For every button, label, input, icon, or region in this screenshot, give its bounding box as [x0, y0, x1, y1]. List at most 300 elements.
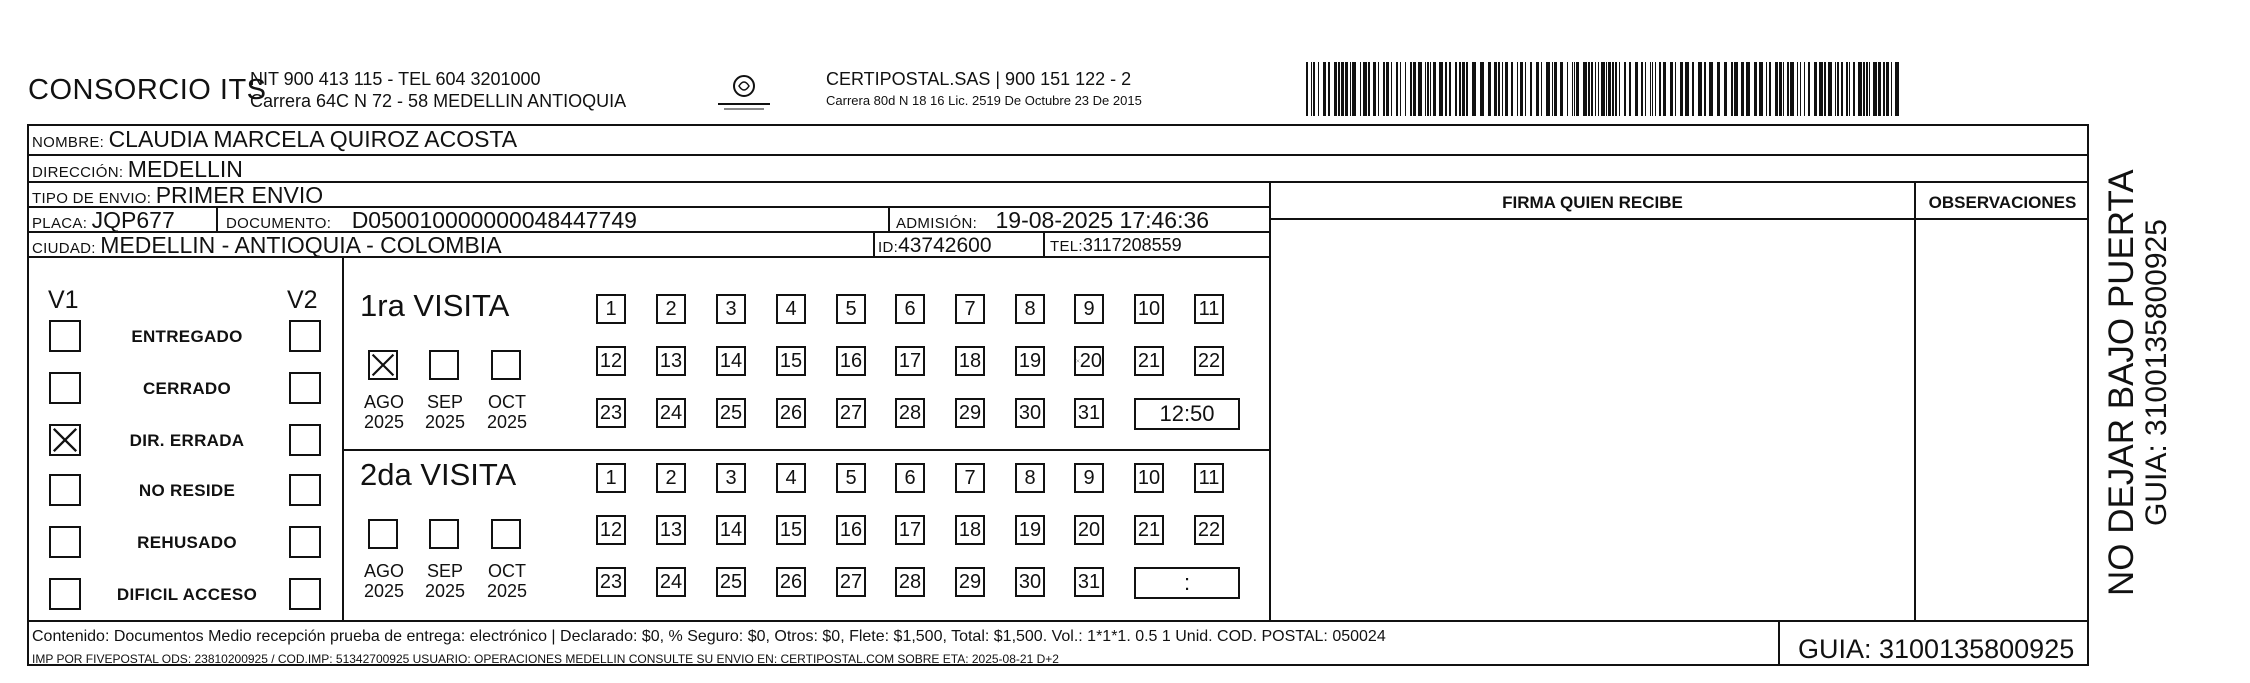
- barcode-bar: [1400, 62, 1401, 116]
- day-number: 1: [605, 466, 617, 489]
- check-x-icon: [51, 426, 79, 454]
- day-number: 4: [785, 466, 797, 489]
- tel-label: TEL:: [1050, 238, 1083, 255]
- barcode-bar: [1583, 62, 1587, 116]
- day-number: 17: [898, 518, 922, 541]
- day-number: 7: [964, 297, 976, 320]
- status-option-label: CERRADO: [142, 379, 232, 398]
- v1-checkbox[interactable]: [49, 320, 81, 352]
- month-label: [356, 392, 412, 432]
- barcode-bar: [1650, 62, 1651, 116]
- barcode-bar: [1567, 62, 1568, 116]
- day-box[interactable]: [716, 463, 746, 493]
- day-box[interactable]: [596, 463, 626, 493]
- day-number: 12: [599, 349, 623, 372]
- day-box[interactable]: [1015, 346, 1045, 376]
- barcode-bar: [1841, 62, 1843, 116]
- day-box[interactable]: [596, 515, 626, 545]
- day-box[interactable]: [776, 463, 806, 493]
- day-box[interactable]: [1074, 398, 1104, 428]
- direccion-label: DIRECCIÓN:: [32, 164, 124, 181]
- day-box[interactable]: [716, 567, 746, 597]
- day-number: 9: [1083, 466, 1095, 489]
- barcode-bar: [1863, 62, 1865, 116]
- day-number: 18: [958, 518, 982, 541]
- day-box[interactable]: [1194, 294, 1224, 324]
- certipostal-info: [826, 68, 1142, 112]
- side-guia: GUIA: 3100135800925: [2140, 219, 2173, 526]
- day-box[interactable]: [1074, 515, 1104, 545]
- day-box[interactable]: [656, 515, 686, 545]
- barcode-bar: [1837, 62, 1839, 116]
- day-number: 19: [1018, 349, 1042, 372]
- day-box[interactable]: [1074, 294, 1104, 324]
- barcode-bar: [1373, 62, 1376, 116]
- day-box[interactable]: [836, 463, 866, 493]
- id-value: 43742600: [898, 234, 992, 257]
- day-number: 15: [779, 518, 803, 541]
- day-number: 2: [665, 466, 677, 489]
- barcode-bar: [1396, 62, 1398, 116]
- barcode-bar: [1598, 62, 1599, 116]
- day-number: 24: [659, 401, 683, 424]
- barcode-bar: [1572, 62, 1573, 116]
- status-option-label: DIFICIL ACCESO: [116, 585, 258, 604]
- day-box[interactable]: [776, 294, 806, 324]
- day-number: 5: [845, 466, 857, 489]
- day-box[interactable]: [1074, 463, 1104, 493]
- barcode-bar: [1449, 62, 1451, 116]
- month-label: [417, 392, 473, 432]
- barcode-bar: [1430, 62, 1431, 116]
- barcode-bar: [1853, 62, 1855, 116]
- day-box[interactable]: [836, 294, 866, 324]
- month-year: 2025: [363, 581, 405, 601]
- barcode-bar: [1433, 62, 1436, 116]
- barcode-bar: [1462, 62, 1465, 116]
- day-box[interactable]: [955, 567, 985, 597]
- ciudad-value: MEDELLIN - ANTIOQUIA - COLOMBIA: [100, 232, 502, 258]
- admision-value: 19-08-2025 17:46:36: [995, 207, 1210, 233]
- day-box[interactable]: [656, 294, 686, 324]
- day-box[interactable]: [895, 463, 925, 493]
- month-label: [479, 392, 535, 432]
- barcode-bar: [1800, 62, 1801, 116]
- v2-label: V2: [287, 286, 318, 314]
- month-label: [417, 561, 473, 601]
- day-number: 20: [1077, 518, 1101, 541]
- barcode-bar: [1858, 62, 1862, 116]
- v1-checkbox[interactable]: [49, 578, 81, 610]
- tipo-envio-label: TIPO DE ENVIO:: [32, 190, 152, 207]
- day-number: 30: [1018, 570, 1042, 593]
- month-label: [356, 561, 412, 601]
- day-box[interactable]: [1015, 398, 1045, 428]
- day-number: 22: [1197, 349, 1221, 372]
- v1-checkbox[interactable]: [49, 372, 81, 404]
- day-number: 29: [958, 570, 982, 593]
- day-box[interactable]: [836, 346, 866, 376]
- tel-value: 3117208559: [1082, 235, 1182, 255]
- barcode-bar: [1383, 62, 1385, 116]
- month-name: AGO: [363, 392, 404, 412]
- observaciones-header: OBSERVACIONES: [1928, 193, 2077, 212]
- barcode-bar: [1413, 62, 1416, 116]
- day-box[interactable]: [1134, 294, 1164, 324]
- month-checkbox[interactable]: [368, 350, 398, 380]
- barcode-bar: [1731, 62, 1733, 116]
- day-number: 16: [839, 518, 863, 541]
- barcode-bar: [1536, 62, 1539, 116]
- barcode-bar: [1546, 62, 1550, 116]
- barcode-bar: [1574, 62, 1575, 116]
- day-box[interactable]: [1015, 463, 1045, 493]
- month-year: 2025: [363, 412, 405, 432]
- barcode-bar: [1835, 62, 1836, 116]
- day-number: 26: [779, 401, 803, 424]
- barcode-bar: [1511, 62, 1513, 116]
- day-box[interactable]: [656, 398, 686, 428]
- day-box[interactable]: [656, 567, 686, 597]
- v2-checkbox[interactable]: [289, 320, 321, 352]
- column-divider: [216, 206, 218, 231]
- day-box[interactable]: [776, 567, 806, 597]
- company-address-line: Carrera 64C N 72 - 58 MEDELLIN ANTIOQUIA: [250, 91, 627, 111]
- day-box[interactable]: [1194, 515, 1224, 545]
- barcode-bar: [1828, 62, 1832, 116]
- day-box[interactable]: [895, 515, 925, 545]
- barcode-bar: [1391, 62, 1392, 116]
- visit-time-box[interactable]: 12:50: [1134, 398, 1240, 430]
- barcode-bar: [1418, 62, 1422, 116]
- day-number: 25: [719, 570, 743, 593]
- barcode-bar: [1405, 62, 1406, 116]
- column-divider: [1043, 231, 1045, 256]
- tel-cell: [1050, 235, 1182, 256]
- barcode-bar: [1541, 62, 1542, 116]
- barcode-bar: [1554, 62, 1557, 116]
- barcode-bar: [1819, 62, 1823, 116]
- v1-label: V1: [48, 286, 79, 314]
- day-number: 21: [1137, 518, 1161, 541]
- day-number: 29: [958, 401, 982, 424]
- day-box[interactable]: [1134, 463, 1164, 493]
- barcode-bar: [1306, 62, 1308, 116]
- barcode-bar: [1895, 62, 1899, 116]
- day-box[interactable]: [955, 294, 985, 324]
- placa-label: PLACA:: [32, 215, 88, 232]
- v2-checkbox[interactable]: [289, 578, 321, 610]
- v2-checkbox[interactable]: [289, 424, 321, 456]
- day-box[interactable]: [836, 398, 866, 428]
- barcode-bar: [1759, 62, 1763, 116]
- barcode-bar: [1746, 62, 1750, 116]
- day-box[interactable]: [955, 398, 985, 428]
- barcode-bar: [1645, 62, 1646, 116]
- barcode-bar: [1846, 62, 1848, 116]
- day-number: 3: [725, 466, 737, 489]
- barcode-bar: [1766, 62, 1767, 116]
- day-box[interactable]: [716, 515, 746, 545]
- side-warning: NO DEJAR BAJO PUERTA: [2102, 169, 2141, 596]
- barcode-bar: [1886, 62, 1889, 116]
- day-box[interactable]: [656, 463, 686, 493]
- v2-checkbox[interactable]: [289, 372, 321, 404]
- barcode-bar: [1641, 62, 1643, 116]
- day-number: 8: [1024, 466, 1036, 489]
- visit-title: 1ra VISITA: [360, 288, 510, 323]
- barcode-bar: [1779, 62, 1782, 116]
- barcode-bar: [1601, 62, 1605, 116]
- nombre-row: [32, 126, 517, 153]
- barcode-bar: [1675, 62, 1676, 116]
- day-number: 7: [964, 466, 976, 489]
- barcode-bar: [1883, 62, 1885, 116]
- placa-cell: [32, 207, 175, 234]
- month-label: [479, 561, 535, 601]
- column-divider: [1269, 181, 1271, 620]
- row-divider: [1269, 218, 2089, 220]
- documento-label: DOCUMENTO:: [226, 215, 332, 232]
- barcode-bar: [1849, 62, 1850, 116]
- barcode-bar: [1619, 62, 1620, 116]
- day-box[interactable]: [716, 346, 746, 376]
- barcode-bar: [1520, 62, 1523, 116]
- day-number: 14: [719, 349, 743, 372]
- day-number: 27: [839, 401, 863, 424]
- barcode-bar: [1480, 62, 1484, 116]
- tipo-envio-value: PRIMER ENVIO: [155, 182, 324, 208]
- direccion-row: [32, 156, 243, 183]
- month-name: OCT: [488, 561, 526, 581]
- barcode-bar: [1724, 62, 1727, 116]
- day-box[interactable]: [895, 567, 925, 597]
- ciudad-label: CIUDAD:: [32, 240, 96, 257]
- barcode-bar: [1635, 62, 1638, 116]
- month-checkbox[interactable]: [429, 519, 459, 549]
- month-name: SEP: [426, 392, 464, 412]
- barcode-bar: [1698, 62, 1702, 116]
- barcode-bar: [1866, 62, 1868, 116]
- day-box[interactable]: [836, 515, 866, 545]
- footer-content-line: Contenido: Documentos Medio recepción prueba de entrega: electrónico | Declarado: $0, % Seguro: $0, Otros: $0, Flete: $1,500, Total: $1,500. Vol.: 1*1*1. 0.5 1 Unid. COD. POSTAL: 050024: [32, 628, 1386, 645]
- nombre-value: CLAUDIA MARCELA QUIROZ ACOSTA: [108, 126, 518, 152]
- column-divider: [888, 206, 890, 231]
- day-box[interactable]: [776, 346, 806, 376]
- barcode-bar: [1824, 62, 1826, 116]
- day-number: 18: [958, 349, 982, 372]
- day-box[interactable]: [895, 346, 925, 376]
- barcode-bar: [1472, 62, 1476, 116]
- barcode-bar: [1338, 62, 1340, 116]
- barcode-bar: [1685, 62, 1689, 116]
- day-box[interactable]: [596, 346, 626, 376]
- day-box[interactable]: [836, 567, 866, 597]
- day-box[interactable]: [716, 398, 746, 428]
- day-box[interactable]: [776, 515, 806, 545]
- day-number: 3: [725, 297, 737, 320]
- day-number: 5: [845, 297, 857, 320]
- day-number: 10: [1137, 297, 1161, 320]
- barcode-bar: [1455, 62, 1457, 116]
- barcode-bar: [1891, 62, 1892, 116]
- day-number: 8: [1024, 297, 1036, 320]
- barcode-bar: [1612, 62, 1614, 116]
- day-box[interactable]: [596, 398, 626, 428]
- barcode-bar: [1525, 62, 1526, 116]
- day-number: 12: [599, 518, 623, 541]
- company-name: CONSORCIO ITS: [28, 74, 267, 106]
- day-box[interactable]: [656, 346, 686, 376]
- barcode-bar: [1704, 62, 1706, 116]
- day-number: 15: [779, 349, 803, 372]
- barcode-bar: [1797, 62, 1798, 116]
- check-x-icon: [370, 352, 396, 378]
- day-box[interactable]: [1134, 515, 1164, 545]
- month-checkbox[interactable]: [491, 519, 521, 549]
- barcode-bar: [1595, 62, 1596, 116]
- v1-checkbox[interactable]: [49, 424, 81, 456]
- barcode-bar: [1629, 62, 1631, 116]
- barcode-bar: [1439, 62, 1443, 116]
- barcode-bar: [1576, 62, 1579, 116]
- barcode-bar: [1311, 62, 1312, 116]
- day-number: 31: [1077, 401, 1101, 424]
- day-number: 13: [659, 518, 683, 541]
- firma-header: FIRMA QUIEN RECIBE: [1502, 193, 1683, 212]
- day-box[interactable]: [1074, 567, 1104, 597]
- barcode-bar: [1505, 62, 1508, 116]
- day-number: 28: [898, 401, 922, 424]
- barcode-bar: [1624, 62, 1626, 116]
- day-number: 30: [1018, 401, 1042, 424]
- admision-label: ADMISIÓN:: [896, 215, 978, 232]
- v2-checkbox[interactable]: [289, 474, 321, 506]
- month-year: 2025: [486, 412, 528, 432]
- status-option-label: REHUSADO: [137, 533, 237, 552]
- barcode-bar: [1775, 62, 1778, 116]
- barcode-bar: [1498, 62, 1500, 116]
- month-checkbox[interactable]: [429, 350, 459, 380]
- documento-cell: [226, 207, 637, 234]
- month-name: SEP: [426, 561, 464, 581]
- barcode: [1306, 62, 1900, 116]
- visit-title: 2da VISITA: [360, 457, 517, 492]
- month-year: 2025: [424, 581, 466, 601]
- month-checkbox[interactable]: [491, 350, 521, 380]
- day-box[interactable]: [716, 294, 746, 324]
- day-number: 1: [605, 297, 617, 320]
- barcode-bar: [1530, 62, 1532, 116]
- day-box[interactable]: [1194, 346, 1224, 376]
- day-box[interactable]: [1015, 294, 1045, 324]
- day-number: 16: [839, 349, 863, 372]
- barcode-bar: [1783, 62, 1784, 116]
- month-year: 2025: [424, 412, 466, 432]
- placa-value: JQP677: [91, 207, 175, 233]
- barcode-bar: [1787, 62, 1789, 116]
- day-number: 9: [1083, 297, 1095, 320]
- barcode-bar: [1741, 62, 1744, 116]
- barcode-bar: [1323, 62, 1326, 116]
- company-info: [250, 68, 626, 112]
- v1-checkbox[interactable]: [49, 474, 81, 506]
- day-box[interactable]: [1134, 346, 1164, 376]
- barcode-bar: [1328, 62, 1330, 116]
- day-box[interactable]: [1194, 463, 1224, 493]
- barcode-bar: [1878, 62, 1881, 116]
- row-divider: [27, 181, 2089, 183]
- barcode-bar: [1754, 62, 1757, 116]
- day-box[interactable]: [596, 294, 626, 324]
- barcode-bar: [1425, 62, 1426, 116]
- column-divider: [873, 231, 875, 256]
- barcode-bar: [1466, 62, 1468, 116]
- documento-value: D050010000000048447749: [351, 207, 637, 233]
- tipo-envio-row: [32, 182, 323, 209]
- barcode-bar: [1808, 62, 1810, 116]
- id-label: ID:: [878, 239, 899, 256]
- barcode-bar: [1869, 62, 1870, 116]
- barcode-bar: [1350, 62, 1351, 116]
- day-number: 4: [785, 297, 797, 320]
- day-box[interactable]: [955, 463, 985, 493]
- day-box[interactable]: [895, 398, 925, 428]
- column-divider: [1778, 620, 1780, 666]
- barcode-bar: [1606, 62, 1607, 116]
- day-number: 20: [1079, 349, 1102, 372]
- barcode-bar: [1341, 62, 1344, 116]
- day-box[interactable]: [596, 567, 626, 597]
- company-nit-line: NIT 900 413 115 - TEL 604 3201000: [250, 69, 541, 89]
- day-box[interactable]: [776, 398, 806, 428]
- direccion-value: MEDELLIN: [127, 156, 243, 182]
- day-box[interactable]: [955, 346, 985, 376]
- visit-divider: [342, 449, 1270, 451]
- day-number: 13: [659, 349, 683, 372]
- month-checkbox[interactable]: [368, 519, 398, 549]
- barcode-bar: [1345, 62, 1348, 116]
- v1-checkbox[interactable]: [49, 526, 81, 558]
- barcode-bar: [1652, 62, 1653, 116]
- day-number: 19: [1018, 518, 1042, 541]
- day-number: 31: [1077, 570, 1101, 593]
- barcode-bar: [1488, 62, 1491, 116]
- barcode-bar: [1790, 62, 1794, 116]
- day-number: 25: [719, 401, 743, 424]
- day-box[interactable]: [1015, 515, 1045, 545]
- v2-checkbox[interactable]: [289, 526, 321, 558]
- barcode-bar: [1502, 62, 1503, 116]
- day-box[interactable]: [1015, 567, 1045, 597]
- barcode-bar: [1680, 62, 1683, 116]
- day-box[interactable]: [895, 294, 925, 324]
- barcode-bar: [1352, 62, 1356, 116]
- ciudad-cell: [32, 232, 502, 259]
- barcode-bar: [1517, 62, 1518, 116]
- day-box[interactable]: [1074, 346, 1104, 376]
- barcode-bar: [1334, 62, 1337, 116]
- status-option-label: DIR. ERRADA: [129, 431, 245, 450]
- column-divider: [1914, 181, 1916, 620]
- certipostal-logo-icon: [712, 70, 776, 114]
- visit-time-box[interactable]: :: [1134, 567, 1240, 599]
- row-divider: [27, 154, 2089, 156]
- day-number: 6: [904, 297, 916, 320]
- day-box[interactable]: [955, 515, 985, 545]
- nombre-label: NOMBRE:: [32, 134, 105, 151]
- barcode-bar: [1873, 62, 1877, 116]
